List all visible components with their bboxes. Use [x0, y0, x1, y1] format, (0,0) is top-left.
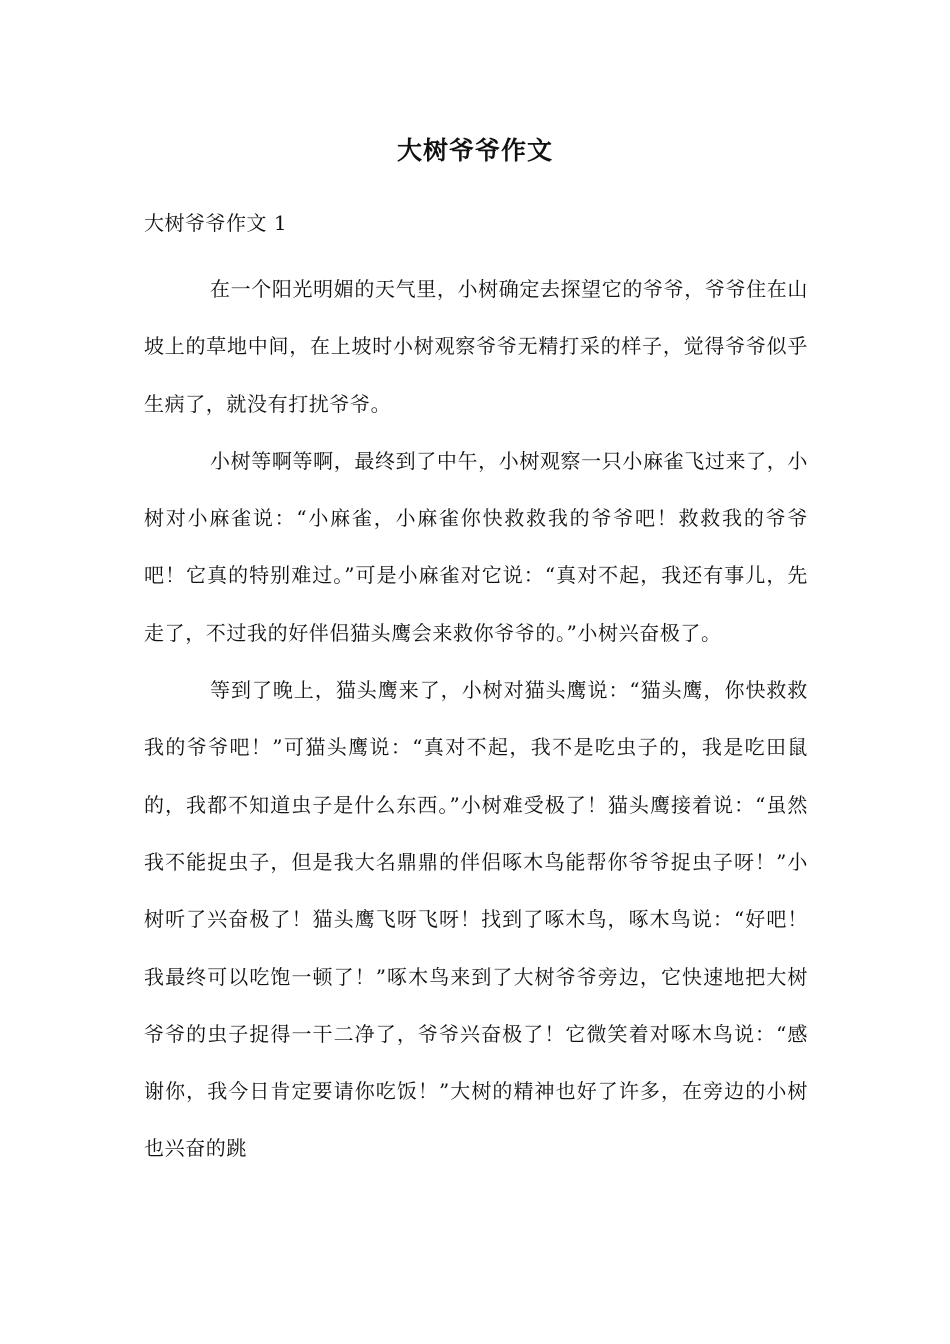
paragraph-2: 小树等啊等啊，最终到了中午，小树观察一只小麻雀飞过来了，小树对小麻雀说：“小麻雀，小麻雀你快救救我的爷爷吧！救救我的爷爷吧！它真的特别难过。”可是小麻雀对它说：“真对不起，我还有事儿，先走了，不过我的好伴侣猫头鹰会来救你爷爷的。”小树兴奋极了。	[144, 448, 808, 645]
document-title: 大树爷爷作文	[396, 136, 553, 165]
paragraph-3: 等到了晚上，猫头鹰来了，小树对猫头鹰说：“猫头鹰，你快救救我的爷爷吧！”可猫头鹰说：“真对不起，我不是吃虫子的，我是吃田鼠的，我都不知道虫子是什么东西。”小树难受极了！猫头鹰接着说：“虽然我不能捉虫子，但是我大名鼎鼎的伴侣啄木鸟能帮你爷爷捉虫子呀！”小树听了兴奋极了！猫头鹰飞呀飞呀！找到了啄木鸟，啄木鸟说：“好吧！我最终可以吃饱一顿了！”啄木鸟来到了大树爷爷旁边，它快速地把大树爷爷的虫子捉得一干二净了，爷爷兴奋极了！它微笑着对啄木鸟说：“感谢你，我今日肯定要请你吃饭！”大树的精神也好了许多，在旁边的小树也兴奋的跳	[144, 678, 808, 1161]
paragraph-1: 在一个阳光明媚的天气里，小树确定去探望它的爷爷，爷爷住在山坡上的草地中间，在上坡时小树观察爷爷无精打采的样子，觉得爷爷似乎生病了，就没有打扰爷爷。	[144, 277, 808, 416]
section-heading: 大树爷爷作文 1	[144, 211, 288, 235]
essay-body	[144, 261, 808, 1178]
